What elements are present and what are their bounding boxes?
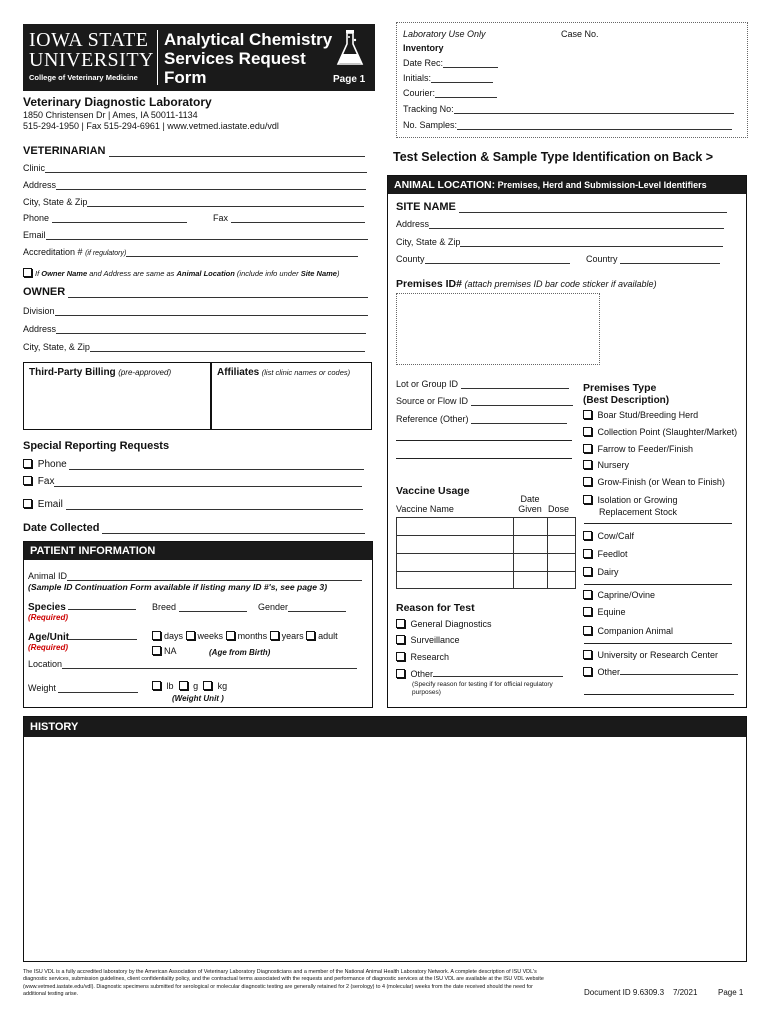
report-email-option[interactable]: Email — [23, 499, 363, 510]
gender-field[interactable]: Gender — [258, 602, 346, 612]
checkbox-icon[interactable] — [583, 495, 592, 504]
patient-info-box — [23, 541, 373, 708]
reason-other[interactable]: Other — [396, 668, 563, 679]
reference-line-2[interactable] — [396, 440, 572, 441]
site-city-field[interactable]: City, State & Zip — [396, 237, 723, 247]
checkbox-icon[interactable] — [583, 444, 592, 453]
form-title-line3: Form — [164, 68, 207, 87]
na-option[interactable]: NA — [152, 646, 177, 656]
reason-research[interactable]: Research — [396, 652, 449, 662]
flask-icon — [335, 28, 365, 70]
checkbox-icon[interactable] — [583, 410, 592, 419]
checkbox-icon[interactable] — [270, 631, 279, 640]
form-title — [164, 30, 332, 87]
lab-contact: 515-294-1950 | Fax 515-294-6961 | www.vetmed.iastate.edu/vdl — [23, 121, 279, 131]
checkbox-icon[interactable] — [226, 631, 235, 640]
college-name: College of Veterinary Medicine — [29, 73, 138, 82]
checkbox-icon[interactable] — [583, 460, 592, 469]
vet-email-field[interactable]: Email — [23, 230, 368, 240]
premises-id-label: Premises ID# (attach premises ID bar code sticker if available) — [396, 278, 657, 290]
lab-address: 1850 Christensen Dr | Ames, IA 50011-1134 — [23, 110, 198, 120]
reason-general[interactable]: General Diagnostics — [396, 619, 492, 629]
weeks-option[interactable]: weeks — [186, 631, 224, 641]
site-address-field[interactable]: Address — [396, 219, 724, 229]
checkbox-icon[interactable] — [203, 681, 212, 690]
third-party-billing-box[interactable]: Third-Party Billing (pre-approved) — [23, 362, 211, 430]
checkbox-icon[interactable] — [583, 626, 592, 635]
university-logo — [29, 30, 159, 82]
checkbox-icon[interactable] — [396, 652, 405, 661]
animal-location-header: ANIMAL LOCATION: Premises, Herd and Submission-Level Identifiers — [388, 176, 746, 194]
premises-farrow[interactable]: Farrow to Feeder/Finish — [583, 444, 693, 454]
dose-header: Dose — [548, 504, 570, 514]
premises-cow-calf[interactable]: Cow/Calf — [583, 531, 634, 541]
checkbox-icon[interactable] — [583, 549, 592, 558]
reference-field[interactable]: Reference (Other) — [396, 414, 567, 424]
species-field[interactable]: Species (Required) — [28, 601, 136, 622]
vaccine-usage-title: Vaccine Usage — [396, 485, 470, 497]
checkbox-icon[interactable] — [152, 681, 161, 690]
header-banner — [23, 24, 375, 91]
checkbox-icon[interactable] — [186, 631, 195, 640]
age-units-options — [152, 631, 338, 641]
checkbox-icon[interactable] — [583, 607, 592, 616]
checkbox-icon[interactable] — [583, 531, 592, 540]
kg-option[interactable]: kg — [203, 681, 227, 691]
weight-field[interactable]: Weight — [28, 683, 138, 693]
g-option[interactable]: g — [179, 681, 199, 691]
initials-field[interactable]: Initials: — [403, 73, 493, 83]
site-name-field[interactable]: SITE NAME — [396, 201, 727, 213]
date-rec-field[interactable]: Date Rec: — [403, 58, 498, 68]
checkbox-icon[interactable] — [152, 646, 161, 655]
special-reporting-title: Special Reporting Requests — [23, 440, 170, 452]
premises-boar-stud[interactable]: Boar Stud/Breeding Herd — [583, 410, 698, 420]
case-no-label: Case No. — [561, 29, 599, 39]
owner-city-field[interactable]: City, State, & Zip — [23, 342, 365, 352]
continuation-note: (Sample ID Continuation Form available if listing many ID #'s, see page 3) — [28, 582, 328, 592]
affiliates-box[interactable]: Affiliates (list clinic names or codes) — [211, 362, 372, 430]
premises-collection-point[interactable]: Collection Point (Slaughter/Market) — [583, 427, 737, 437]
vaccine-table[interactable] — [396, 517, 576, 589]
owner-field[interactable]: OWNER — [23, 286, 368, 298]
vet-fax-field[interactable]: Fax — [213, 213, 365, 223]
checkbox-icon[interactable] — [583, 427, 592, 436]
report-fax-option[interactable]: Fax — [23, 476, 362, 487]
checkbox-icon[interactable] — [23, 268, 32, 277]
premises-university[interactable]: University or Research Center — [583, 650, 718, 660]
checkbox-icon[interactable] — [23, 476, 32, 485]
form-title-line1: Analytical Chemistry — [164, 30, 333, 49]
premises-caprine[interactable]: Caprine/Ovine — [583, 590, 655, 600]
form-title-line2: Services Request — [164, 49, 306, 68]
checkbox-icon[interactable] — [396, 619, 405, 628]
animal-id-field[interactable]: Animal ID — [28, 571, 362, 581]
date-given-header: Date Given — [518, 494, 542, 514]
days-option[interactable]: days — [152, 631, 183, 641]
vaccine-name-header: Vaccine Name — [396, 504, 454, 514]
checkbox-icon[interactable] — [583, 667, 592, 676]
weight-unit-options — [152, 681, 227, 691]
vet-address-field[interactable]: Address — [23, 180, 366, 190]
adult-option[interactable]: adult — [306, 631, 338, 641]
university-name-line1: IOWA STATE — [29, 29, 149, 51]
tracking-field[interactable]: Tracking No: — [403, 104, 734, 114]
test-selection-note: Test Selection & Sample Type Identification on Back > — [393, 150, 714, 164]
premises-nursery[interactable]: Nursery — [583, 460, 629, 470]
clinic-field[interactable]: Clinic — [23, 163, 367, 173]
lab-name: Veterinary Diagnostic Laboratory — [23, 95, 212, 109]
premises-feedlot[interactable]: Feedlot — [583, 549, 628, 559]
reason-title: Reason for Test — [396, 602, 475, 614]
premises-other[interactable]: Other — [583, 666, 738, 677]
inventory-label: Inventory — [403, 43, 444, 53]
premises-type-subtitle: (Best Description) — [583, 395, 670, 406]
checkbox-icon[interactable] — [583, 650, 592, 659]
lot-id-field[interactable]: Lot or Group ID — [396, 379, 569, 389]
premises-companion[interactable]: Companion Animal — [583, 626, 673, 636]
reference-line-3[interactable] — [396, 458, 572, 459]
premises-grow-finish[interactable]: Grow-Finish (or Wean to Finish) — [583, 477, 725, 487]
checkbox-icon[interactable] — [152, 631, 161, 640]
same-address-option[interactable]: If Owner Name and Address are same as Animal Location (include info under Site Name) — [23, 268, 339, 278]
affiliates-label: Affiliates — [217, 367, 260, 378]
months-option[interactable]: months — [226, 631, 268, 641]
premises-divider-3 — [584, 643, 732, 644]
lab-use-box — [396, 22, 748, 138]
checkbox-icon[interactable] — [23, 499, 32, 508]
premises-type-title: Premises Type — [583, 382, 657, 394]
age-unit-field[interactable]: Age/Unit (Required) — [28, 631, 137, 652]
location-field[interactable]: Location — [28, 659, 357, 669]
patient-info-header: PATIENT INFORMATION — [24, 542, 372, 560]
checkbox-icon[interactable] — [396, 669, 405, 678]
vet-phone-field[interactable]: Phone — [23, 213, 187, 223]
weight-unit-note: (Weight Unit ) — [172, 694, 224, 703]
footer-disclaimer: The ISU VDL is a fully accredited laboratory by the American Association of Veterinary Laboratory Diagnosticians and a member of the National Animal Health Laboratory Network. A complete description of ISU VDL's diagnostic services, submission guidelines, client confidentiality policy, and the contractual terms associated with the requests and performance of diagnostic services at the ISU VDL are available at the ISU VDL website (www.vetmed.iastate.edu/vdl). Diagnostic specimens submitted for serological or molecular diagnostic testing are generally retained for 2 (serology) to 4 (molecular) weeks from the date received should the need for additional testing arise. — [23, 969, 544, 997]
reason-surveillance[interactable]: Surveillance — [396, 635, 460, 645]
courier-field[interactable]: Courier: — [403, 88, 497, 98]
history-box[interactable] — [23, 716, 747, 962]
date-collected-field[interactable]: Date Collected — [23, 522, 365, 534]
document-id: Document ID 9.6309.3 7/2021 — [584, 988, 698, 997]
third-party-label: Third-Party Billing — [29, 367, 116, 378]
source-id-field[interactable]: Source or Flow ID — [396, 396, 573, 406]
footer-page-number: Page 1 — [718, 988, 744, 997]
breed-field[interactable]: Breed — [152, 602, 247, 612]
checkbox-icon[interactable] — [306, 631, 315, 640]
premises-equine[interactable]: Equine — [583, 607, 626, 617]
checkbox-icon[interactable] — [396, 635, 405, 644]
owner-division-field[interactable]: Division — [23, 306, 368, 316]
page-label: Page 1 — [333, 74, 366, 85]
reason-note: (Specify reason for testing if for official regulatory purposes) — [412, 681, 553, 696]
premises-divider-2 — [584, 584, 732, 585]
animal-location-box — [387, 175, 747, 708]
premises-isolation[interactable]: Isolation or Growing Replacement Stock — [583, 494, 678, 518]
report-phone-option[interactable]: Phone — [23, 459, 364, 470]
checkbox-icon[interactable] — [583, 567, 592, 576]
checkbox-icon[interactable] — [583, 590, 592, 599]
checkbox-icon[interactable] — [23, 459, 32, 468]
years-option[interactable]: years — [270, 631, 304, 641]
premises-other-line-2[interactable] — [584, 694, 734, 695]
site-country-field[interactable]: Country — [586, 254, 720, 264]
lb-option[interactable]: lb — [152, 681, 174, 691]
university-name-line2: UNIVERSITY — [29, 49, 154, 71]
owner-address-field[interactable]: Address — [23, 324, 366, 334]
checkbox-icon[interactable] — [179, 681, 188, 690]
lab-use-title: Laboratory Use Only — [403, 29, 486, 39]
age-from-birth-note: (Age from Birth) — [209, 648, 271, 657]
premises-divider-1 — [584, 523, 732, 524]
vet-city-field[interactable]: City, State & Zip — [23, 197, 364, 207]
premises-dairy[interactable]: Dairy — [583, 567, 619, 577]
premises-id-sticker-area[interactable] — [396, 293, 600, 365]
checkbox-icon[interactable] — [583, 477, 592, 486]
history-header: HISTORY — [24, 717, 746, 737]
veterinarian-field[interactable]: VETERINARIAN — [23, 145, 365, 157]
samples-field[interactable]: No. Samples: — [403, 120, 732, 130]
accreditation-field[interactable]: Accreditation # (if regulatory) — [23, 247, 358, 257]
site-county-field[interactable]: County — [396, 254, 570, 264]
